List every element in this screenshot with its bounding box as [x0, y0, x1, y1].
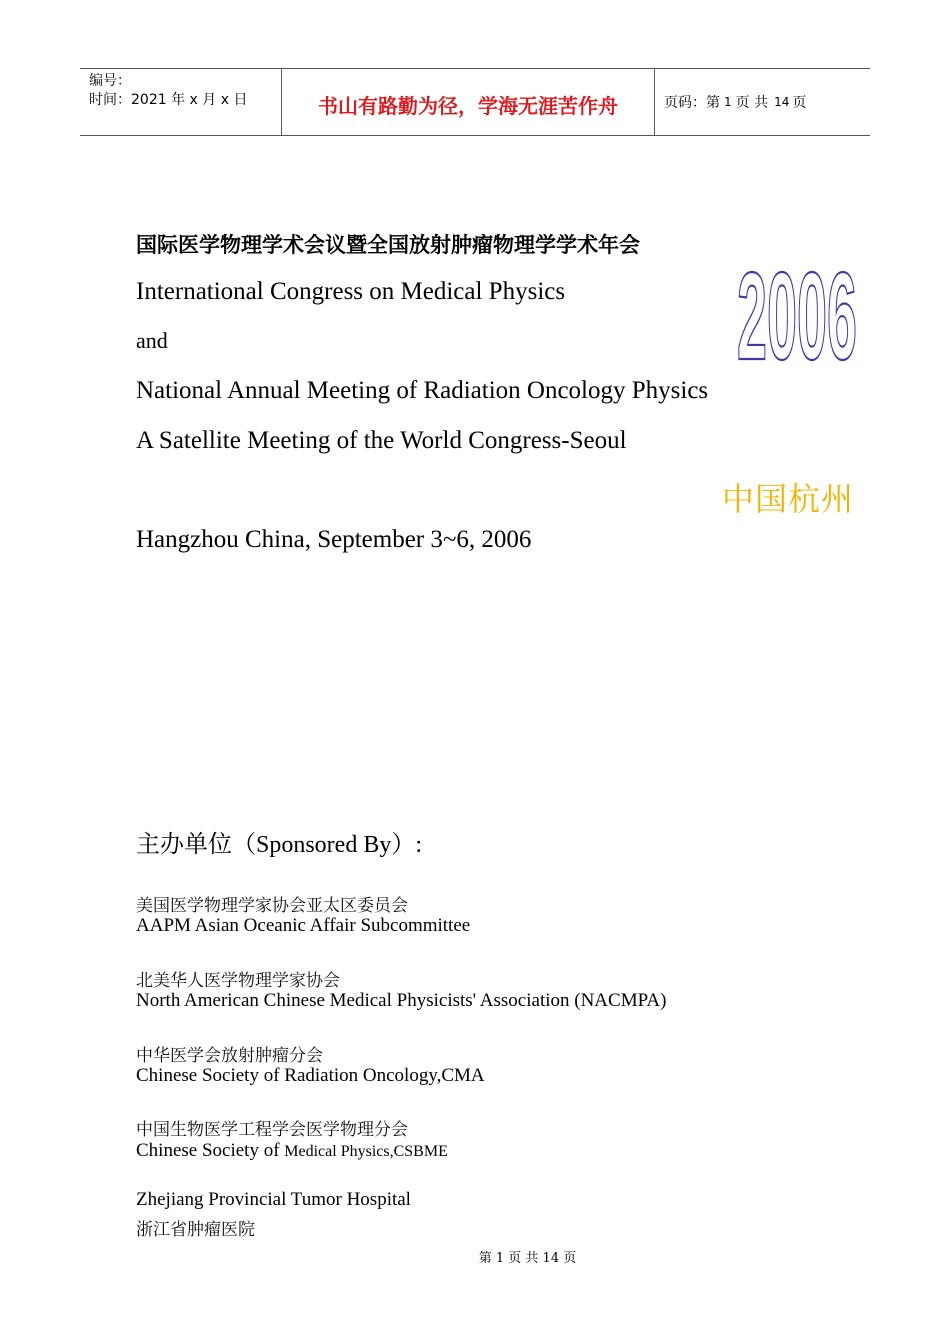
year-2006-wordart — [734, 258, 860, 368]
sponsor-2-cn: 北美华人医学物理学家协会 — [136, 971, 340, 991]
page-prefix: 页码：第 — [664, 95, 720, 111]
english-title-line1: International Congress on Medical Physics — [136, 278, 566, 305]
english-title-and: and — [136, 328, 168, 353]
sponsor-2-en: North American Chinese Medical Physicists' Association (NACMPA) — [136, 990, 667, 1011]
sponsor-5-cn: 浙江省肿瘤医院 — [136, 1220, 255, 1240]
page-mid: 页 共 — [735, 95, 769, 111]
english-title-line4: A Satellite Meeting of the World Congress-Seoul — [136, 427, 627, 454]
page-number: 1 — [724, 95, 732, 109]
page-total: 14 — [774, 95, 790, 109]
chinese-title: 国际医学物理学术会议暨全国放射肿瘤物理学学术年会 — [136, 233, 640, 257]
page-suffix: 页 — [792, 95, 807, 111]
sponsor-4-en-part2: Medical Physics,CSBME — [284, 1143, 448, 1160]
sponsors-heading: 主办单位（Sponsored By）: — [136, 832, 423, 858]
document-header — [80, 68, 870, 136]
document-date: 时间：2021 年 x 月 x 日 — [89, 92, 248, 108]
english-title-line3: National Annual Meeting of Radiation Oncology Physics — [136, 377, 709, 404]
header-motto-cell — [281, 69, 655, 135]
sponsor-4-cn: 中国生物医学工程学会医学物理分会 — [136, 1120, 408, 1140]
header-meta — [80, 69, 281, 135]
sponsor-3-cn: 中华医学会放射肿瘤分会 — [136, 1046, 323, 1066]
sponsor-1-en: AAPM Asian Oceanic Affair Subcommittee — [136, 915, 471, 936]
sponsor-4-en — [136, 1140, 448, 1162]
sponsor-5-en: Zhejiang Provincial Tumor Hospital — [136, 1189, 411, 1210]
location-date: Hangzhou China, September 3~6, 2006 — [136, 526, 532, 553]
header-page-info — [655, 69, 870, 135]
city-chinese: 中国杭州 — [722, 480, 855, 518]
year-text: 2006 — [737, 258, 857, 368]
sponsor-4-en-part1: Chinese Society of — [136, 1140, 285, 1161]
header-motto: 书山有路勤为径，学海无涯苦作舟 — [318, 93, 618, 118]
page-footer: 第 1 页 共 14 页 — [478, 1251, 577, 1266]
sponsor-3-en: Chinese Society of Radiation Oncology,CMA — [136, 1065, 485, 1086]
sponsor-1-cn: 美国医学物理学家协会亚太区委员会 — [136, 896, 408, 916]
document-number-label: 编号： — [89, 73, 131, 89]
